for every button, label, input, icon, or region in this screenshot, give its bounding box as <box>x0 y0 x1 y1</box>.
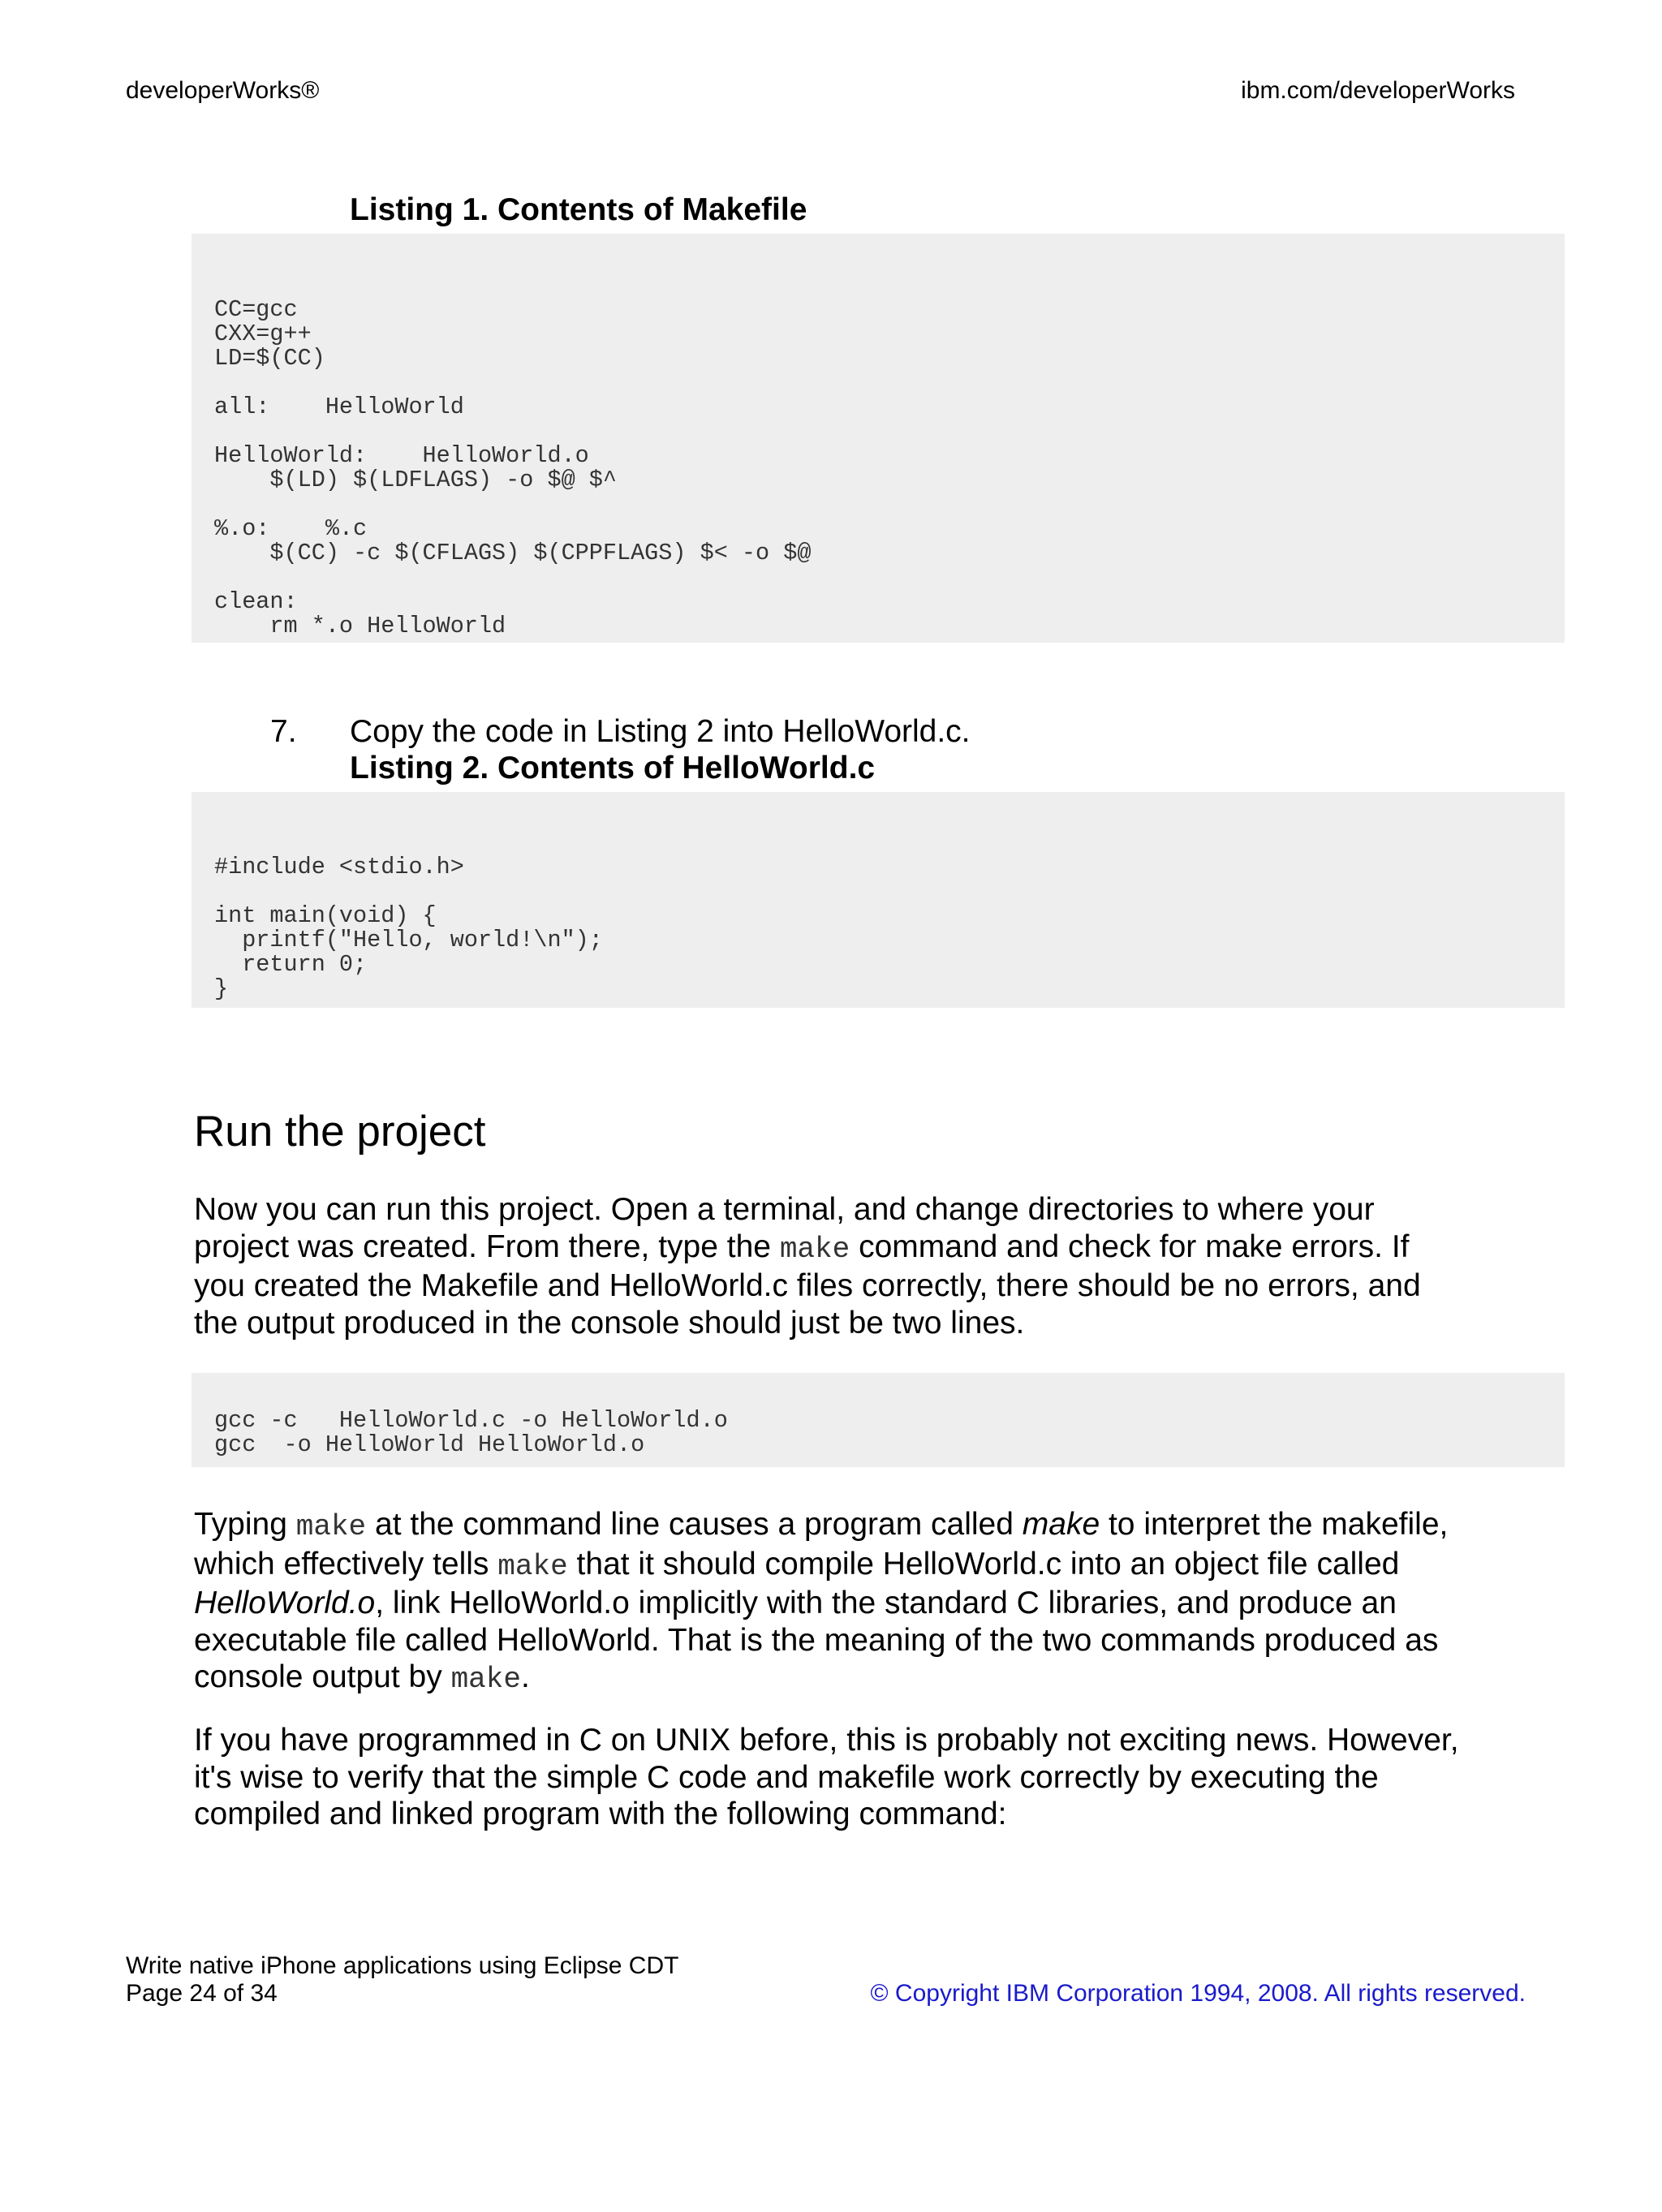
listing-2-code: #include <stdio.h> int main(void) { printf("Hello, world!\n"); return 0; } <box>214 854 603 1002</box>
footer-copyright: © Copyright IBM Corporation 1994, 2008. All rights reserved. <box>870 1980 1526 2007</box>
listing-2-code-block <box>192 792 1565 1008</box>
listing-2-title: Listing 2. Contents of HelloWorld.c <box>350 751 876 785</box>
text: at the command line causes a program called <box>366 1507 1023 1542</box>
step-text: Copy the code in Listing 2 into HelloWorld.c. <box>350 714 971 749</box>
footer-document-info <box>126 1952 678 2008</box>
listing-1-code-block <box>192 234 1565 643</box>
inline-code: make <box>779 1232 850 1266</box>
text: that it should compile HelloWorld.c into an object file called <box>567 1546 1400 1582</box>
paragraph-verify: If you have programmed in C on UNIX before, this is probably not exciting news. However, it's wise to verify that the simple C code and makefile work correctly by executing the compiled and linked program with the following command: <box>194 1723 1459 1831</box>
text: Typing <box>194 1507 296 1542</box>
inline-code: make <box>295 1510 367 1543</box>
console-output-code: gcc -c HelloWorld.c -o HelloWorld.o gcc -o HelloWorld HelloWorld.o <box>214 1407 728 1458</box>
listing-1-code: CC=gcc CXX=g++ LD=$(CC) all: HelloWorld HelloWorld: HelloWorld.o $(LD) $(LDFLAGS) -o $@ $^ %.o: %.c $(CC) -c $(CFLAGS) $(CPPFLAGS) $< -o $@ clean: rm *.o HelloWorld <box>214 296 812 639</box>
paragraph-make-explanation <box>194 1506 1460 1698</box>
footer-page-number: Page 24 of 34 <box>126 1980 278 2007</box>
italic-text: make <box>1022 1507 1100 1542</box>
text: , link HelloWorld.o implicitly with the standard C libraries, and produce an executable file called HelloWorld. That is the meaning of the two commands produced as console output by <box>194 1586 1439 1694</box>
console-output-block <box>192 1373 1565 1467</box>
text: . <box>520 1659 530 1694</box>
italic-text: HelloWorld.o <box>194 1586 376 1620</box>
footer-title: Write native iPhone applications using Eclipse CDT <box>126 1952 679 1979</box>
header-site-url: ibm.com/developerWorks <box>1241 77 1515 104</box>
step-number: 7. <box>270 714 297 749</box>
text: Now you can run this project. Open a terminal, and change directories to where your project was created. From there, type the <box>194 1192 1375 1264</box>
text: to interpret the makefile, which effectively tells <box>194 1507 1449 1582</box>
listing-1-title: Listing 1. Contents of Makefile <box>350 192 807 227</box>
section-heading: Run the project <box>194 1108 486 1155</box>
paragraph-run-project <box>194 1191 1460 1341</box>
inline-code: make <box>497 1549 568 1583</box>
text: command and check for make errors. If you created the Makefile and HelloWorld.c files correctly, there should be no errors, and the output produced in the console should just be two lines. <box>194 1229 1421 1341</box>
inline-code: make <box>450 1663 521 1696</box>
header-site-name: developerWorks® <box>126 77 320 104</box>
